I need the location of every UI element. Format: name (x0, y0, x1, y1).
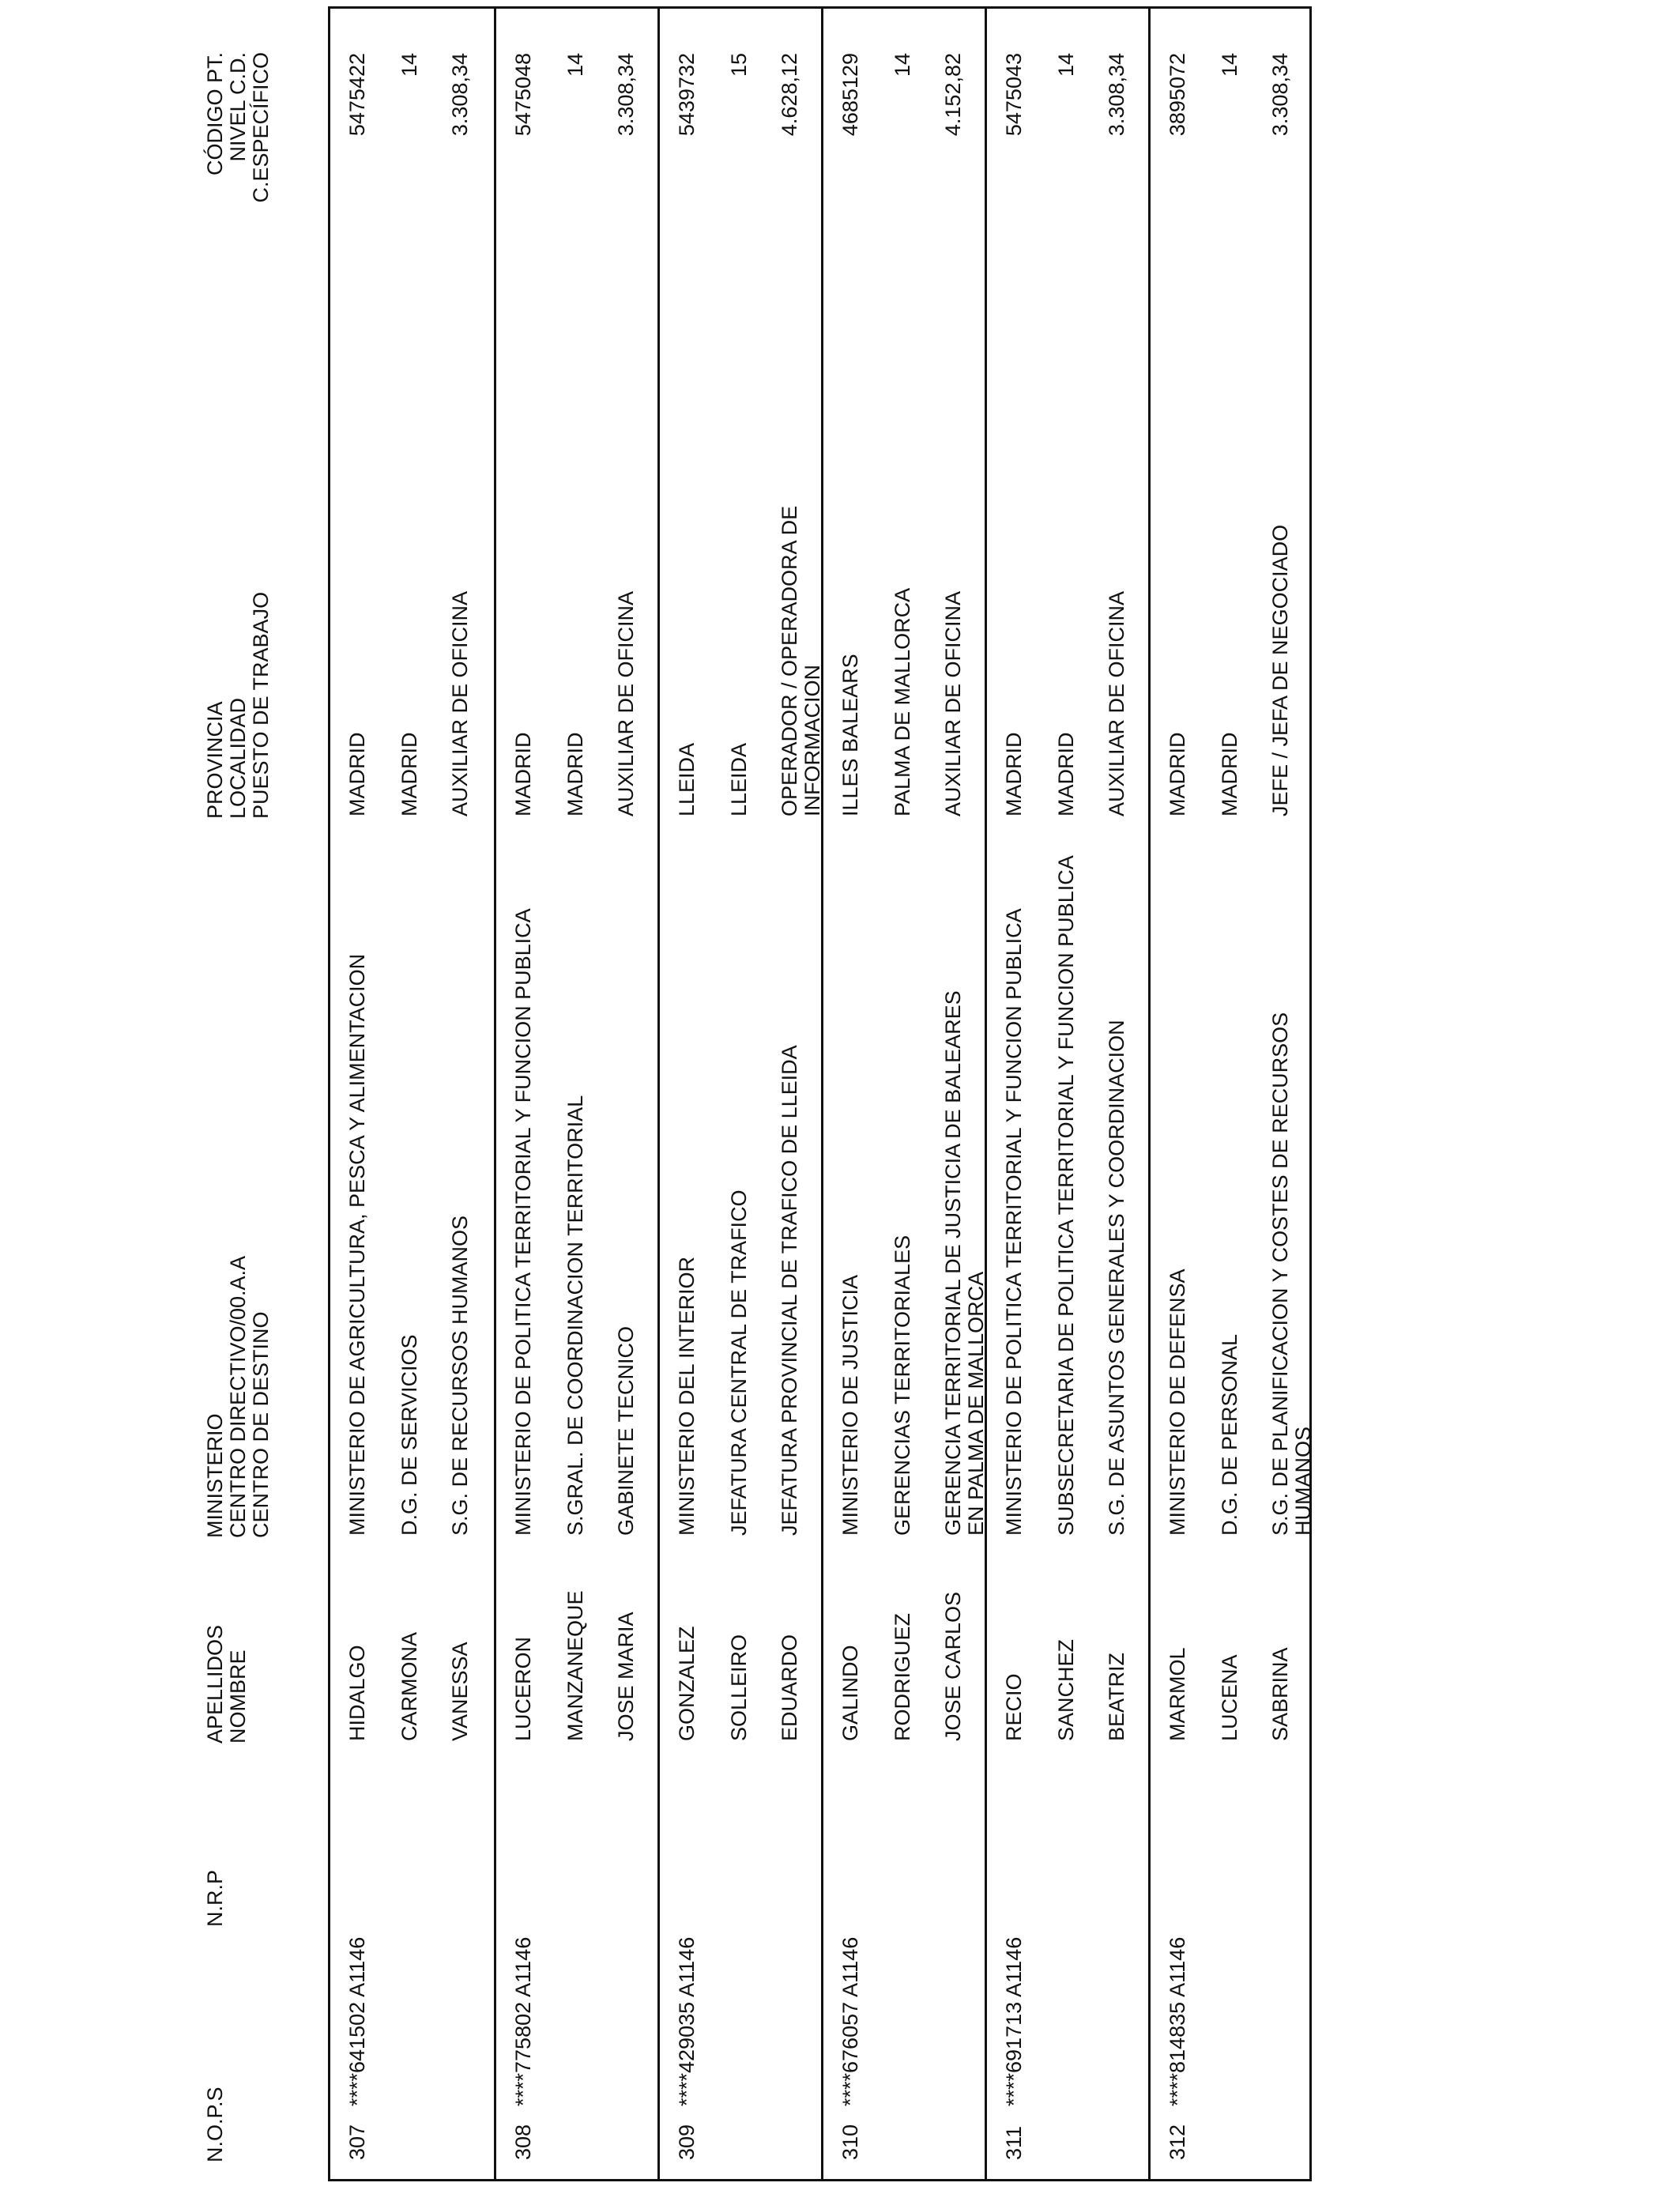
nivel-cell: 15 (727, 53, 751, 77)
localidad-cell: MADRID (563, 732, 587, 816)
centro-directivo-cell: D.G. DE PERSONAL (1218, 1333, 1241, 1536)
puesto-cell: AUXILIAR DE OFICINA (1105, 590, 1128, 816)
header-nops: N.O.P.S (203, 2087, 227, 2162)
nombre-cell: EDUARDO (778, 1634, 801, 1741)
nivel-cell: 14 (563, 53, 587, 77)
nrp-cell: ****429035 A1146 (675, 1936, 699, 2106)
centro-destino-cell: JEFATURA PROVINCIAL DE TRAFICO DE LLEIDA (778, 1045, 801, 1536)
header-apellidos-nombre: APELLIDOS NOMBRE (203, 1624, 250, 1744)
centro-directivo-cell: SUBSECRETARIA DE POLITICA TERRITORIAL Y FUNCION PUBLICA (1054, 855, 1078, 1536)
centro-destino-cell: GERENCIA TERRITORIAL DE JUSTICIA DE BALEARES EN PALMA DE MALLORCA (941, 990, 988, 1536)
localidad-cell: PALMA DE MALLORCA (891, 587, 914, 816)
nops-cell: 308 (511, 2124, 535, 2160)
nrp-cell: ****775802 A1146 (511, 1936, 535, 2106)
nops-cell: 307 (345, 2124, 369, 2160)
apellido2-cell: SANCHEZ (1054, 1638, 1078, 1741)
nombre-cell: JOSE CARLOS (941, 1591, 965, 1741)
apellido1-cell: RECIO (1002, 1673, 1026, 1741)
ministerio-cell: MINISTERIO DE POLITICA TERRITORIAL Y FUNCION PUBLICA (511, 908, 535, 1536)
puesto-cell: AUXILIAR DE OFICINA (941, 590, 965, 816)
nivel-cell: 14 (397, 53, 421, 77)
codigo-cell: 5475422 (345, 53, 369, 137)
nombre-cell: SABRINA (1268, 1647, 1292, 1741)
nops-cell: 309 (675, 2124, 699, 2160)
header-provincia: PROVINCIA LOCALIDAD PUESTO DE TRABAJO (203, 591, 273, 819)
provincia-cell: MADRID (1002, 732, 1026, 816)
nivel-cell: 14 (1218, 53, 1241, 77)
ministerio-cell: MINISTERIO DE AGRICULTURA, PESCA Y ALIMENTACION (345, 953, 369, 1536)
centro-directivo-cell: D.G. DE SERVICIOS (397, 1334, 421, 1536)
especifico-cell: 3.308,34 (448, 53, 472, 137)
codigo-cell: 5439732 (675, 53, 699, 137)
nrp-cell: ****814835 A1146 (1166, 1936, 1189, 2106)
nops-cell: 310 (838, 2124, 862, 2160)
ministerio-cell: MINISTERIO DE POLITICA TERRITORIAL Y FUNCION PUBLICA (1002, 908, 1026, 1536)
nops-cell: 312 (1166, 2124, 1189, 2160)
especifico-cell: 3.308,34 (1105, 53, 1128, 137)
header-ministerio: MINISTERIO CENTRO DIRECTIVO/00.A.A CENTRO DE DESTINO (203, 1255, 273, 1538)
localidad-cell: MADRID (1218, 732, 1241, 816)
header-codigo: CÓDIGO PT. NIVEL C.D. C.ESPECÍFICO (203, 52, 273, 203)
provincia-cell: MADRID (1166, 732, 1189, 816)
centro-directivo-cell: JEFATURA CENTRAL DE TRAFICO (727, 1189, 751, 1536)
localidad-cell: MADRID (1054, 732, 1078, 816)
table-row (985, 9, 1146, 2179)
localidad-cell: LLEIDA (727, 742, 751, 816)
puesto-cell: AUXILIAR DE OFICINA (448, 590, 472, 816)
nrp-cell: ****691713 A1146 (1002, 1936, 1026, 2106)
table-row (821, 9, 988, 2179)
nops-cell: 311 (1002, 2125, 1026, 2160)
puesto-cell: JEFE / JEFA DE NEGOCIADO (1268, 524, 1292, 816)
provincia-cell: LLEIDA (675, 742, 699, 816)
centro-destino-cell: S.G. DE RECURSOS HUMANOS (448, 1215, 472, 1536)
provincia-cell: ILLES BALEARS (838, 654, 862, 816)
apellido1-cell: GONZALEZ (675, 1626, 699, 1741)
provincia-cell: MADRID (511, 732, 535, 816)
apellido1-cell: GALINDO (838, 1645, 862, 1741)
ministerio-cell: MINISTERIO DE DEFENSA (1166, 1269, 1189, 1536)
nrp-cell: ****641502 A1146 (345, 1936, 369, 2106)
apellido2-cell: SOLLEIRO (727, 1634, 751, 1741)
apellido2-cell: RODRIGUEZ (891, 1613, 914, 1741)
especifico-cell: 4.628,12 (778, 53, 801, 137)
apellido2-cell: LUCENA (1218, 1654, 1241, 1741)
especifico-cell: 3.308,34 (614, 53, 638, 137)
table-row (1148, 9, 1315, 2179)
nrp-cell: ****676057 A1146 (838, 1936, 862, 2106)
records-table (328, 6, 1315, 2181)
apellido1-cell: MARMOL (1166, 1647, 1189, 1741)
header-nrp: N.R.P (203, 1869, 227, 1927)
centro-directivo-cell: GERENCIAS TERRITORIALES (891, 1235, 914, 1536)
puesto-cell: AUXILIAR DE OFICINA (614, 590, 638, 816)
nivel-cell: 14 (891, 53, 914, 77)
especifico-cell: 4.152,82 (941, 53, 965, 137)
especifico-cell: 3.308,34 (1268, 53, 1292, 137)
apellido2-cell: MANZANEQUE (563, 1590, 587, 1741)
centro-directivo-cell: S.GRAL. DE COORDINACION TERRITORIAL (563, 1095, 587, 1536)
apellido1-cell: HIDALGO (345, 1645, 369, 1741)
centro-destino-cell: S.G. DE PLANIFICACION Y COSTES DE RECURSOS HUMANOS (1268, 1012, 1315, 1536)
centro-destino-cell: S.G. DE ASUNTOS GENERALES Y COORDINACION (1105, 1020, 1128, 1536)
codigo-cell: 4685129 (838, 53, 862, 137)
nombre-cell: VANESSA (448, 1642, 472, 1741)
table-row (330, 9, 492, 2179)
codigo-cell: 3895072 (1166, 53, 1189, 137)
table-row (657, 9, 824, 2179)
centro-destino-cell: GABINETE TECNICO (614, 1325, 638, 1536)
localidad-cell: MADRID (397, 732, 421, 816)
table-row (494, 9, 655, 2179)
ministerio-cell: MINISTERIO DEL INTERIOR (675, 1256, 699, 1536)
nombre-cell: BEATRIZ (1105, 1652, 1128, 1741)
apellido2-cell: CARMONA (397, 1631, 421, 1741)
codigo-cell: 5475048 (511, 53, 535, 137)
apellido1-cell: LUCERON (511, 1636, 535, 1741)
nombre-cell: JOSE MARIA (614, 1612, 638, 1741)
provincia-cell: MADRID (345, 732, 369, 816)
codigo-cell: 5475043 (1002, 53, 1026, 137)
puesto-cell: OPERADOR / OPERADORA DE INFORMACION (778, 505, 824, 816)
nivel-cell: 14 (1054, 53, 1078, 77)
ministerio-cell: MINISTERIO DE JUSTICIA (838, 1274, 862, 1536)
